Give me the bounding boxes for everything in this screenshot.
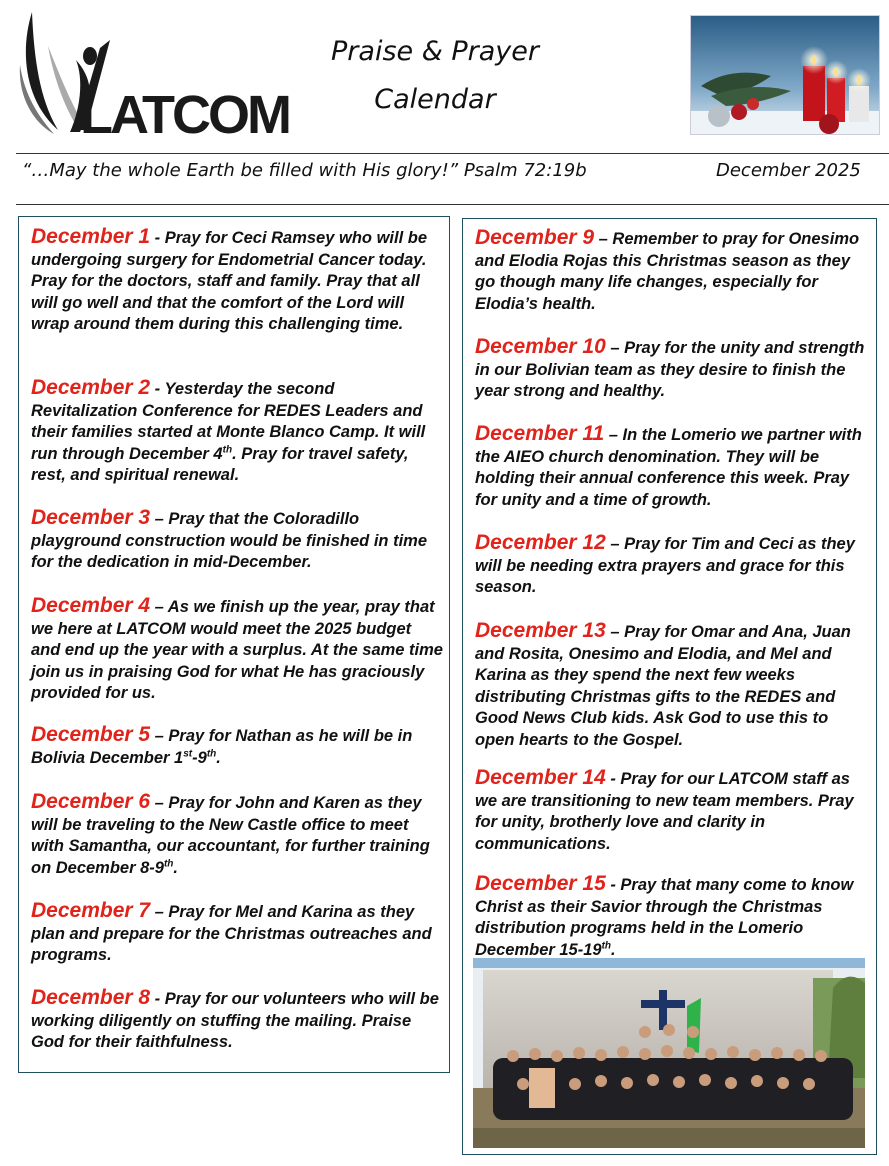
entry-text-3: . [216,748,221,767]
entry-text-2: . Pray for travel safety, rest, and spiritual renewal. [31,444,409,484]
group-photo [473,958,865,1148]
entry-date: December 5 [31,723,151,746]
entry-text: – Pray for Nathan as he will be in Bolivia December 1 [31,727,413,767]
header-rule-top [16,153,889,154]
entry-december-14 [475,767,870,855]
entry-december-7 [31,900,443,967]
entry-date: December 13 [475,619,606,642]
entry-text-2: . [611,940,616,959]
entry-december-13 [475,620,870,751]
logo-text: LATCOM [80,85,289,145]
entry-date: December 12 [475,531,606,554]
entry-date: December 11 [475,422,605,445]
entry-december-8 [31,987,443,1054]
christmas-candles-photo [690,15,880,135]
entry-december-9 [475,227,870,315]
entry-text: – Pray for Omar and Ana, Juan and Rosita, Onesimo and Elodia, and Mel and Karina as they spend the next few weeks distributing Christmas gifts to the REDES and Good News Club kids. Ask God to use this to open hearts to the Gospel. [475,623,851,749]
entry-text: – In the Lomerio we partner with the AIEO church denomination. They will be holding their annual conference this week. Pray for unity and a time of growth. [475,426,862,509]
entry-text: – Pray for Tim and Ceci as they will be needing extra prayers and grace for this season. [475,535,855,596]
entry-text: - Pray for Ceci Ramsey who will be undergoing surgery for Endometrial Cancer today. Pray for the doctors, staff and family. Pray that all will go well and that the comfort of the Lord will wrap around them during this challenging time. [31,229,428,333]
entry-text: – Pray that the Coloradillo playground construction would be finished in time for the dedication in mid-December. [31,510,428,571]
entry-text: – Pray for Mel and Karina as they plan and prepare for the Christmas outreaches and programs. [31,903,432,964]
entry-date: December 10 [475,335,606,358]
entry-text: - Pray for our LATCOM staff as we are transitioning to new team members. Pray for unity, brotherly love and clarity in communications. [475,770,854,853]
entry-text: – Pray for the unity and strength in our Bolivian team as they desire to finish the year strong and healthy. [475,339,865,400]
entry-text: – Pray for John and Karen as they will be traveling to the New Castle office to meet with Samantha, our accountant, for further training on December 8-9 [31,794,430,877]
header-rule-bottom [16,204,889,205]
entry-text: – As we finish up the year, pray that we here at LATCOM would meet the 2025 budget and end up the year with a surplus. At the same time join us in praising God for what He has graciously provided for us. [31,598,443,702]
entry-text: – Remember to pray for Onesimo and Elodia Rojas this Christmas season as they go though many life changes, especially for Elodia’s health. [475,230,860,313]
entry-text-2: . [173,858,179,877]
page-title [305,28,565,124]
entry-december-11 [475,423,870,511]
entry-december-4 [31,595,443,705]
entry-date: December 1 [31,225,151,248]
entry-december-15 [475,873,870,961]
entry-text: - Pray that many come to know Christ as their Savior through the Christmas distribution programs held in the Lomerio December 15-19 [475,876,854,959]
entry-december-6 [31,791,443,879]
entry-december-12 [475,532,870,599]
entry-date: December 6 [31,790,151,813]
entry-date: December 9 [475,226,595,249]
entry-december-1 [31,226,443,336]
entry-sup: th [601,940,612,951]
entry-sup: st [183,748,193,759]
entry-sup: th [222,444,233,455]
entry-date: December 8 [31,986,151,1009]
entry-december-3 [31,507,443,574]
entry-text-2: -9 [192,748,207,767]
entry-december-5 [31,724,443,769]
entry-december-2 [31,377,443,487]
scripture-verse: “…May the whole Earth be filled with His glory!” Psalm 72:19b [22,160,587,181]
entry-date: December 14 [475,766,606,789]
entry-date: December 4 [31,594,151,617]
entry-text: - Yesterday the second Revitalization Conference for REDES Leaders and their families started at Monte Blanco Camp. It will run through December 4 [31,380,426,463]
entry-date: December 2 [31,376,151,399]
entry-sup: th [163,858,174,869]
entry-date: December 15 [475,872,606,895]
entry-date: December 7 [31,899,151,922]
entry-sup-2: th [206,748,217,759]
month-label: December 2025 [716,160,861,181]
entry-date: December 3 [31,506,151,529]
title-line-2: Calendar [374,84,496,115]
title-line-1: Praise & Prayer [331,36,539,67]
entry-text: - Pray for our volunteers who will be working diligently on stuffing the mailing. Praise God for their faithfulness. [31,990,439,1051]
latcom-logo [14,10,304,145]
entry-december-10 [475,336,870,403]
